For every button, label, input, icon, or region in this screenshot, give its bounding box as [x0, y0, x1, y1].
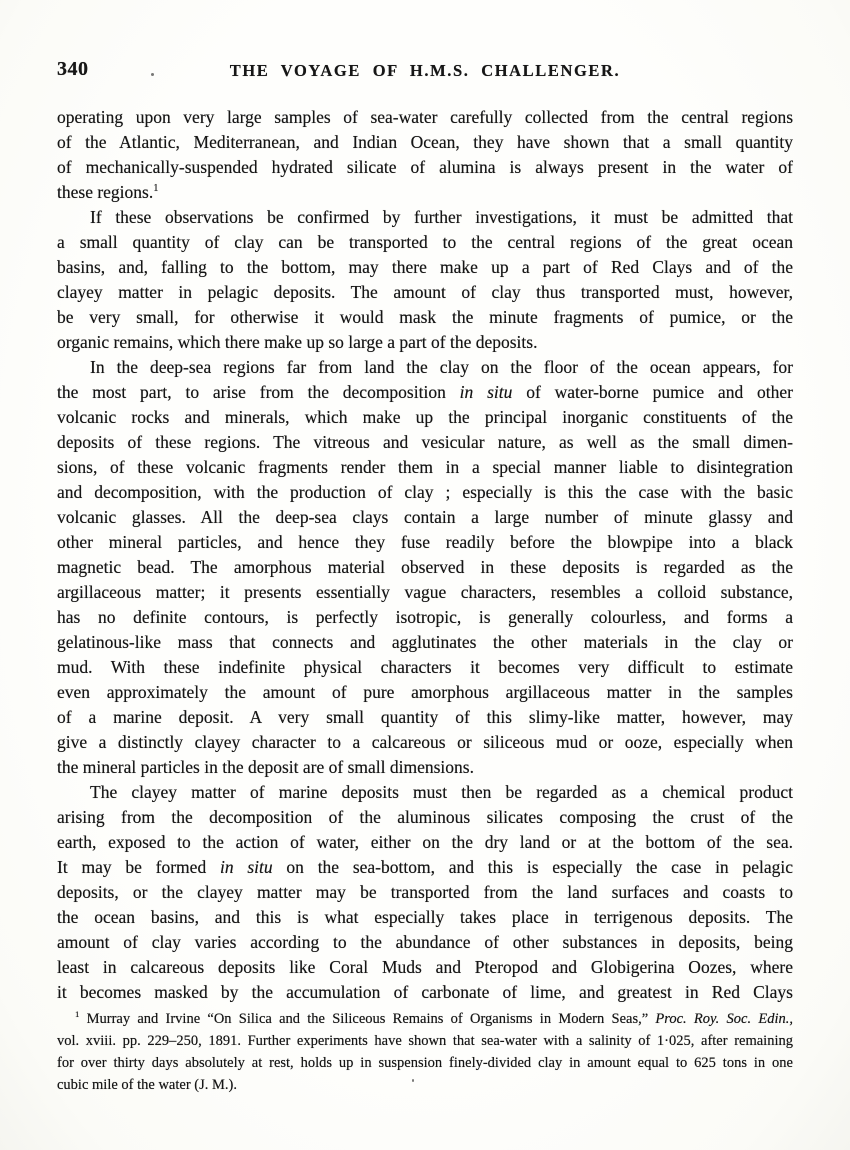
text-line: even approximately the amount of pure amorphous argillaceous matter in the samples	[57, 682, 793, 702]
text-line: In the deep-sea regions far from land the clay on the floor of the ocean appears, for	[90, 357, 793, 377]
text-line: clayey matter in pelagic deposits. The amount of clay thus transported must, however,	[57, 282, 793, 302]
text-line: deposits, or the clayey matter may be transported from the land surfaces and coasts to	[57, 882, 793, 902]
text-line: basins, and, falling to the bottom, may there make up a part of Red Clays and of the	[57, 257, 793, 277]
text-line: volcanic glasses. All the deep-sea clays contain a large number of minute glassy and	[57, 507, 793, 527]
text-line: amount of clay varies according to the abundance of other substances in deposits, being	[57, 932, 793, 952]
text-line: earth, exposed to the action of water, either on the dry land or at the bottom of the sea.	[57, 832, 793, 852]
text-line: these regions.$^1$	[57, 182, 159, 202]
text-line: and decomposition, with the production of clay ; especially is this the case with the basic	[57, 482, 793, 502]
text-line: for over thirty days absolutely at rest, holds up in suspension finely-divided clay in amount equal to 625 tons in one	[57, 1055, 793, 1071]
text-line: vol. xviii. pp. 229–250, 1891. Further experiments have shown that sea-water with a salinity of 1·025, after remaining	[57, 1033, 793, 1049]
text-line: If these observations be confirmed by further investigations, it must be admitted that	[90, 207, 793, 227]
text-line: volcanic rocks and minerals, which make up the principal inorganic constituents of the	[57, 407, 793, 427]
text-line: the most part, to arise from the decomposition in situ of water-borne pumice and other	[57, 382, 793, 402]
text-line: the mineral particles in the deposit are of small dimensions.	[57, 757, 474, 777]
text-line: be very small, for otherwise it would mask the minute fragments of pumice, or the	[57, 307, 793, 327]
scan-speck	[151, 73, 154, 76]
scan-speck	[412, 1079, 414, 1082]
page-number: 340	[57, 58, 89, 80]
text-line: gelatinous-like mass that connects and agglutinates the other materials in the clay or	[57, 632, 793, 652]
text-line: organic remains, which there make up so large a part of the deposits.	[57, 332, 538, 352]
text-line: deposits of these regions. The vitreous and vesicular nature, as well as the small dimen-	[57, 432, 793, 452]
text-line: operating upon very large samples of sea-water carefully collected from the central regions	[57, 107, 793, 127]
text-line: argillaceous matter; it presents essentially vague characters, resembles a colloid substance,	[57, 582, 793, 602]
text-line: mud. With these indefinite physical characters it becomes very difficult to estimate	[57, 657, 793, 677]
text-line: It may be formed in situ on the sea-bottom, and this is especially the case in pelagic	[57, 857, 793, 877]
text-line: magnetic bead. The amorphous material observed in these deposits is regarded as the	[57, 557, 793, 577]
body-text	[57, 105, 793, 1005]
text-line: other mineral particles, and hence they fuse readily before the blowpipe into a black	[57, 532, 793, 552]
text-line: $^1$ Murray and Irvine “On Silica and the Siliceous Remains of Organisms in Modern Seas,” Proc. Roy. Soc. Edin.,	[75, 1009, 794, 1027]
text-line: of the Atlantic, Mediterranean, and Indian Ocean, they have shown that a small quantity	[57, 132, 793, 152]
page-header	[57, 58, 793, 84]
text-line: The clayey matter of marine deposits must then be regarded as a chemical product	[90, 782, 793, 802]
text-line: has no definite contours, is perfectly isotropic, is generally colourless, and forms a	[57, 607, 793, 627]
text-line: of mechanically-suspended hydrated silicate of alumina is always present in the water of	[57, 157, 793, 177]
footnote	[57, 1008, 793, 1096]
text-line: a small quantity of clay can be transported to the central regions of the great ocean	[57, 232, 793, 252]
text-line: cubic mile of the water (J. M.).	[57, 1077, 237, 1093]
text-line: give a distinctly clayey character to a calcareous or siliceous mud or ooze, especially when	[57, 732, 793, 752]
text-line: the ocean basins, and this is what especially takes place in terrigenous deposits. The	[57, 907, 793, 927]
text-line: of a marine deposit. A very small quantity of this slimy-like matter, however, may	[57, 707, 793, 727]
text-line: least in calcareous deposits like Coral Muds and Pteropod and Globigerina Oozes, where	[57, 957, 793, 977]
text-line: sions, of these volcanic fragments render them in a special manner liable to disintegration	[57, 457, 793, 477]
running-title: THE VOYAGE OF H.M.S. CHALLENGER.	[229, 61, 621, 80]
text-line: it becomes masked by the accumulation of carbonate of lime, and greatest in Red Clays	[57, 982, 793, 1002]
text-line: arising from the decomposition of the aluminous silicates composing the crust of the	[57, 807, 793, 827]
